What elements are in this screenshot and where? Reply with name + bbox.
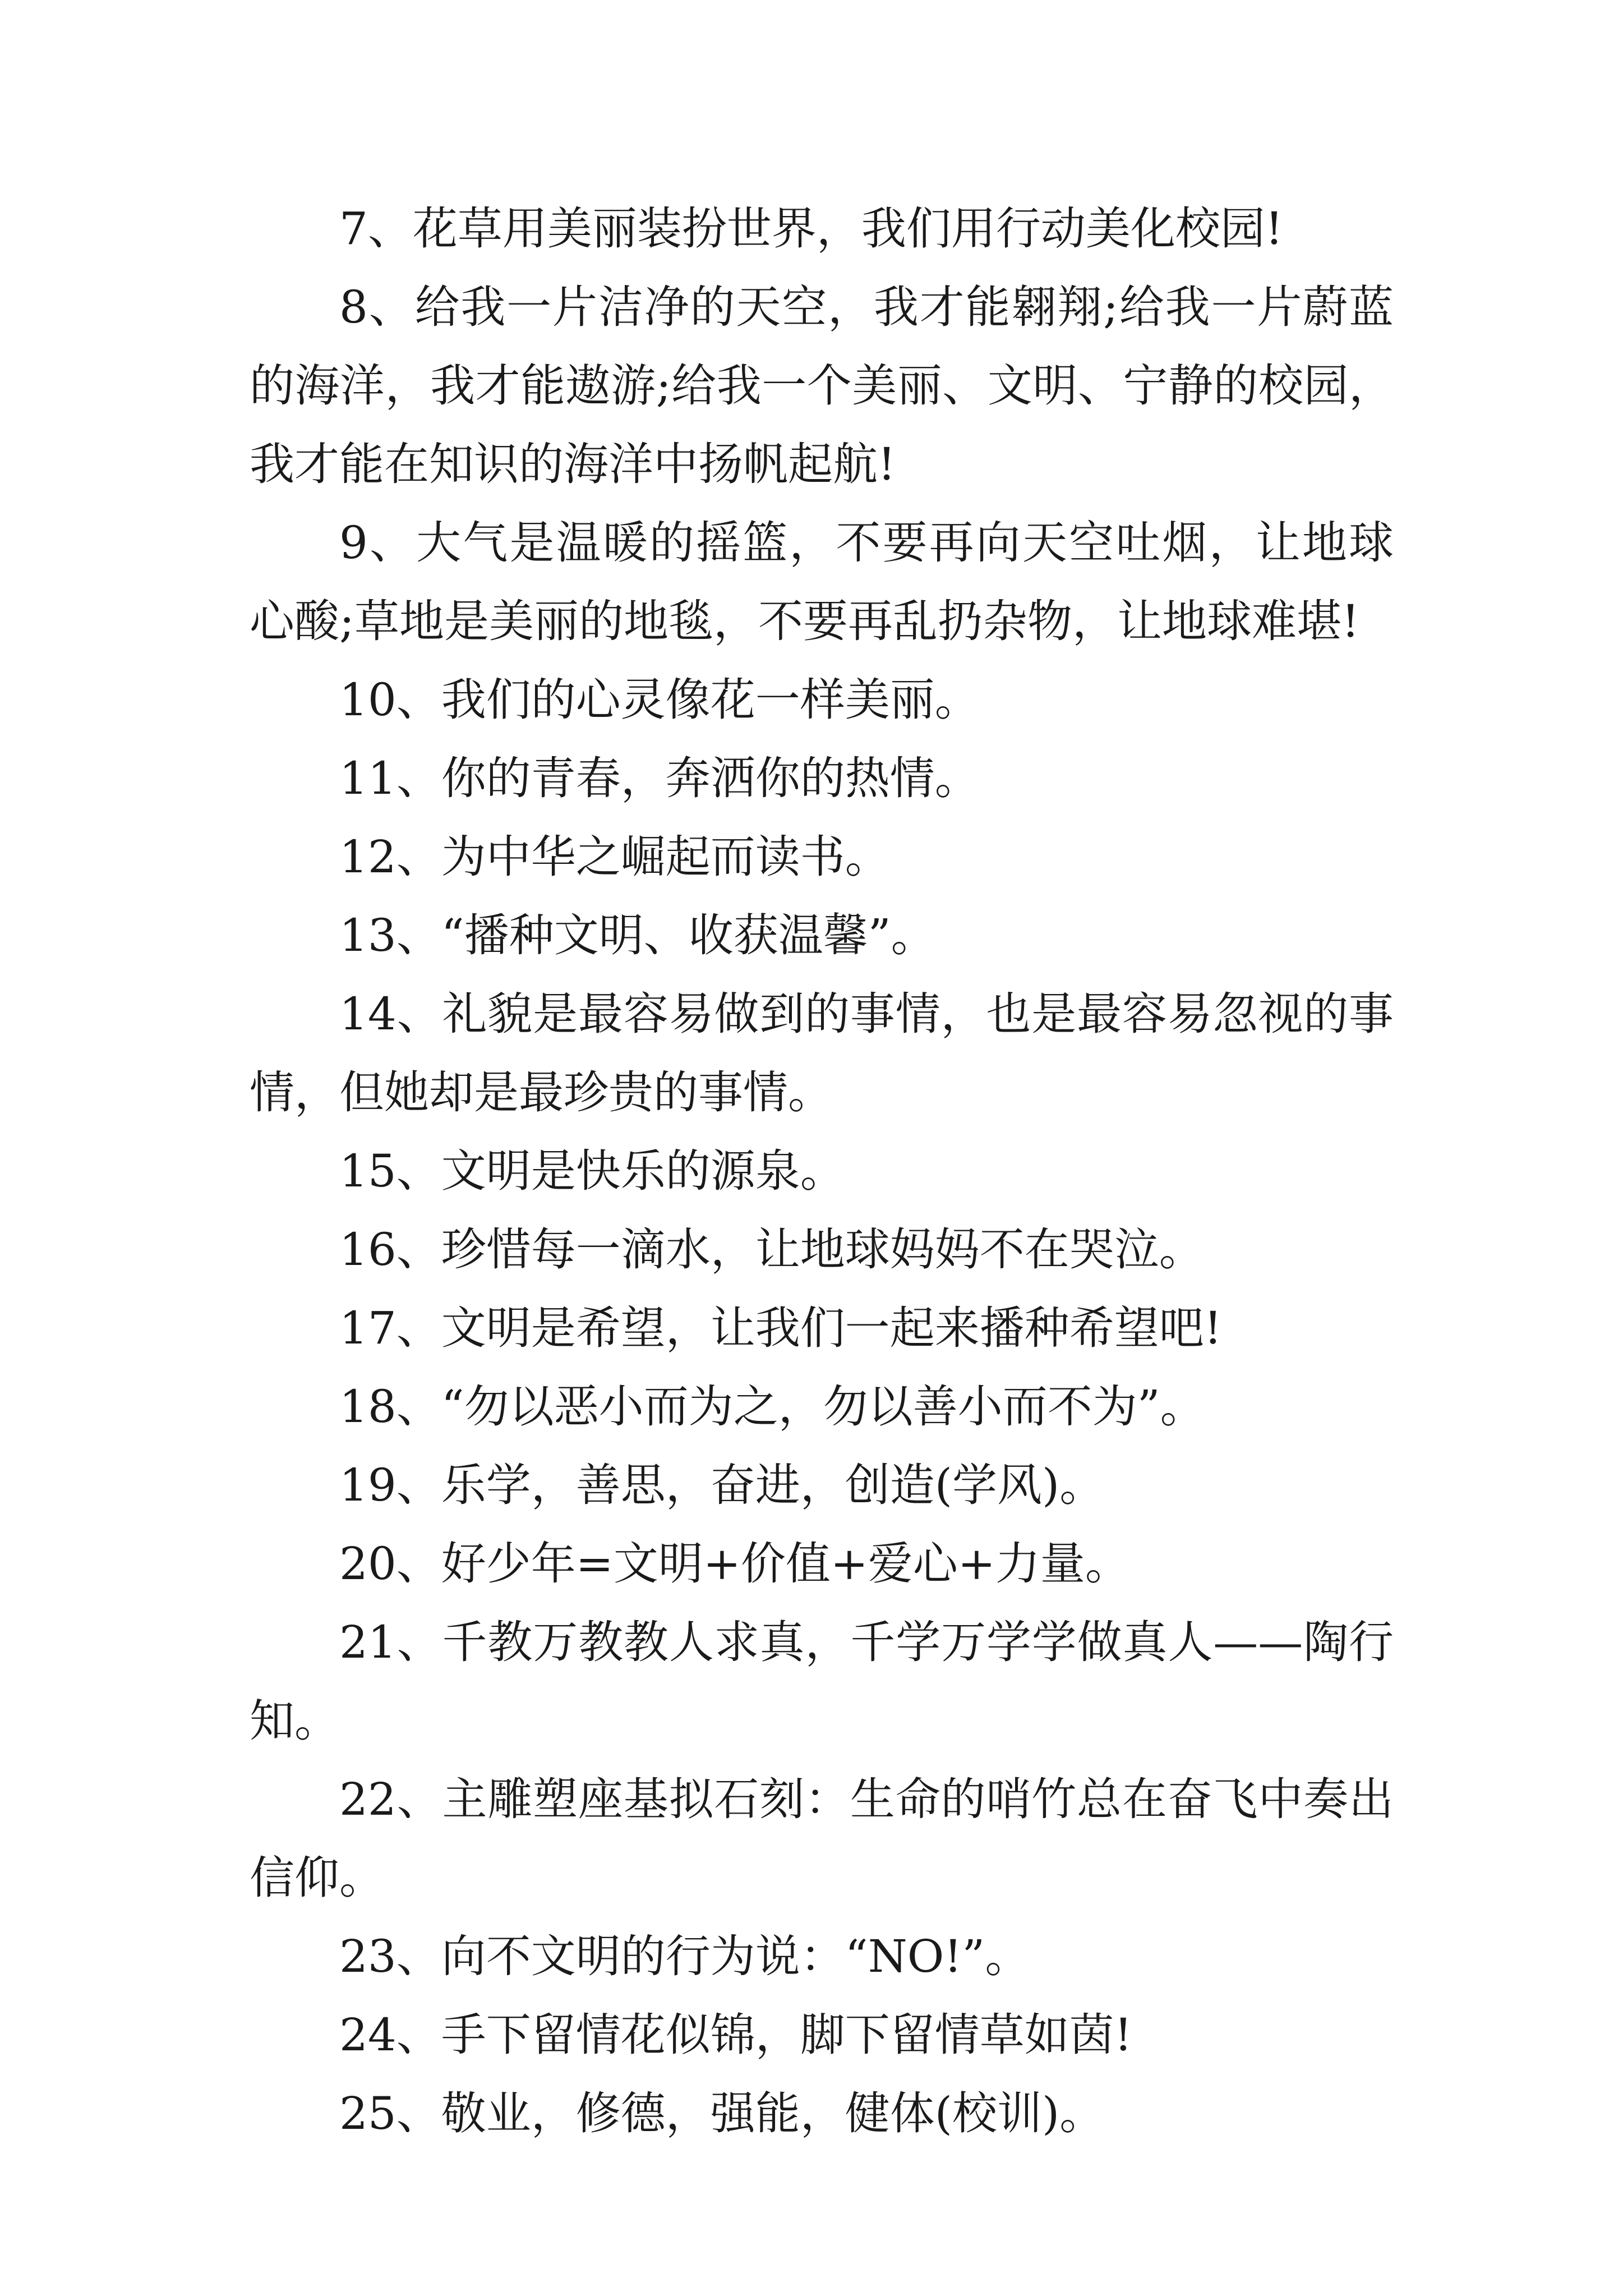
slogan-paragraph: 16、珍惜每一滴水，让地球妈妈不在哭泣。 xyxy=(339,1223,1204,1276)
slogan-paragraph: 8、给我一片洁净的天空，我才能翱翔;给我一片蔚蓝的海洋，我才能遨游;给我一个美丽、文明、宁静的校园，我才能在知识的海洋中扬帆起航! xyxy=(250,281,1394,490)
slogan-paragraph: 20、好少年=文明+价值+爱心+力量。 xyxy=(339,1538,1130,1590)
slogan-paragraph: 19、乐学，善思，奋进，创造(学风)。 xyxy=(339,1459,1105,1511)
slogan-paragraph: 10、我们的心灵像花一样美丽。 xyxy=(339,674,980,726)
slogan-paragraph: 12、为中华之崛起而读书。 xyxy=(339,831,890,883)
slogan-list xyxy=(250,190,1394,2153)
slogan-paragraph: 9、大气是温暖的摇篮，不要再向天空吐烟，让地球心酸;草地是美丽的地毯，不要再乱扔杂物，让地球难堪! xyxy=(250,517,1394,647)
slogan-paragraph: 11、你的青春，奔洒你的热情。 xyxy=(339,752,980,804)
slogan-paragraph: 7、花草用美丽装扮世界，我们用行动美化校园! xyxy=(339,203,1284,255)
slogan-paragraph: 18、“勿以恶小而为之，勿以善小而不为”。 xyxy=(339,1381,1205,1433)
slogan-paragraph: 25、敬业，修德，强能，健体(校训)。 xyxy=(339,2087,1105,2139)
slogan-paragraph: 21、千教万教教人求真，千学万学学做真人——陶行知。 xyxy=(250,1616,1394,1747)
slogan-paragraph: 13、“播种文明、收获温馨”。 xyxy=(339,909,936,961)
slogan-paragraph: 24、手下留情花似锦，脚下留情草如茵! xyxy=(339,2009,1132,2061)
slogan-paragraph: 15、文明是快乐的源泉。 xyxy=(339,1145,845,1197)
slogan-paragraph: 17、文明是希望，让我们一起来播种希望吧! xyxy=(339,1302,1222,1354)
slogan-paragraph: 22、主雕塑座基拟石刻：生命的哨竹总在奋飞中奏出信仰。 xyxy=(250,1773,1394,1904)
slogan-paragraph: 14、礼貌是最容易做到的事情，也是最容易忽视的事情，但她却是最珍贵的事情。 xyxy=(250,988,1394,1119)
slogan-paragraph: 23、向不文明的行为说：“NO!”。 xyxy=(339,1930,1030,1982)
